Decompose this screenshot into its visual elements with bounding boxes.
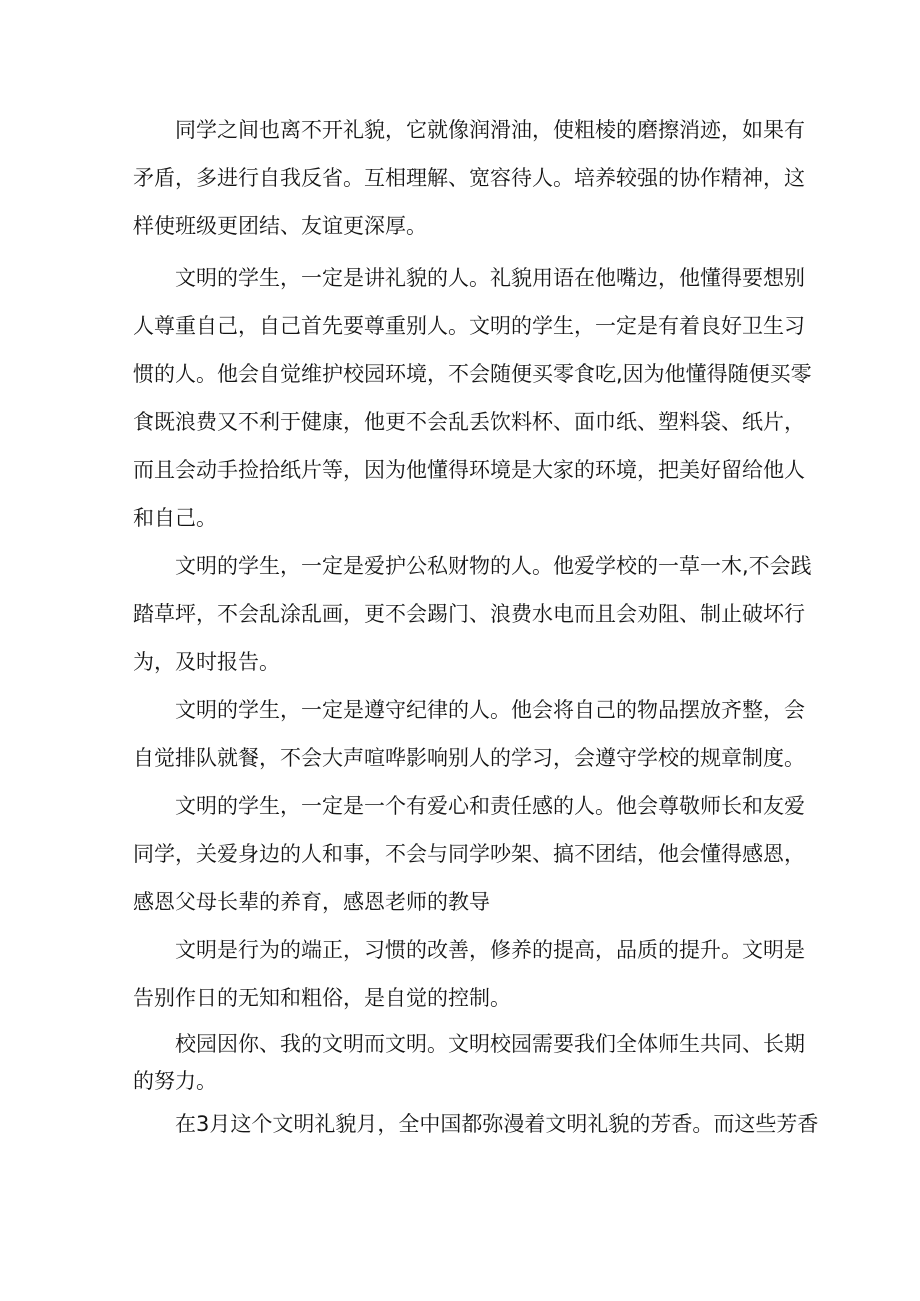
text-line: 文明的学生，一定是讲礼貌的人。礼貌用语在他嘴边，他懂得要想别 xyxy=(175,266,805,290)
paragraph-2 xyxy=(133,254,812,542)
text-line: 人尊重自己，自己首先要尊重别人。文明的学生，一定是有着良好卫生习 xyxy=(133,314,805,338)
text-line: 的努力。 xyxy=(133,1069,217,1093)
paragraph-5 xyxy=(133,782,805,926)
text-line: 为，及时报告。 xyxy=(133,650,280,674)
text-line: 而且会动手捡拾纸片等，因为他懂得环境是大家的环境，把美好留给他人 xyxy=(133,458,805,482)
paragraph-8 xyxy=(133,1100,819,1148)
text-line: 同学，关爱身边的人和事，不会与同学吵架、搞不团结，他会懂得感恩， xyxy=(133,842,805,866)
text-line: 感恩父母长辈的养育，感恩老师的教导 xyxy=(133,890,490,914)
text-line: 文明的学生，一定是一个有爱心和责任感的人。他会尊敬师长和友爱 xyxy=(175,794,805,818)
paragraph-1 xyxy=(133,106,805,250)
text-line: 样使班级更团结、友谊更深厚。 xyxy=(133,214,427,238)
text-line: 食既浪费又不利于健康，他更不会乱丢饮料杯、面巾纸、塑料袋、纸片， xyxy=(133,410,805,434)
paragraph-6 xyxy=(133,926,805,1022)
text-line: 文明的学生，一定是遵守纪律的人。他会将自己的物品摆放齐整，会 xyxy=(175,698,805,722)
text-line: 告别作日的无知和粗俗，是自觉的控制。 xyxy=(133,986,511,1010)
text-line: 矛盾，多进行自我反省。互相理解、宽容待人。培养较强的协作精神，这 xyxy=(133,166,805,190)
text-line: 自觉排队就餐，不会大声喧哗影响别人的学习，会遵守学校的规章制度。 xyxy=(133,746,805,770)
paragraph-4 xyxy=(133,686,805,782)
text-line: 踏草坪，不会乱涂乱画，更不会踢门、浪费水电而且会劝阻、制止破坏行 xyxy=(133,602,805,626)
text-line: 文明是行为的端正，习惯的改善，修养的提高，品质的提升。文明是 xyxy=(175,938,805,962)
text-line: 文明的学生，一定是爱护公私财物的人。他爱学校的一草一木,不会践 xyxy=(175,554,812,578)
text-line: 和自己。 xyxy=(133,506,217,530)
text-line: 校园因你、我的文明而文明。文明校园需要我们全体师生共同、长期 xyxy=(175,1032,805,1056)
text-line: 惯的人。他会自觉维护校园环境，不会随便买零食吃,因为他懂得随便买零 xyxy=(133,362,812,386)
paragraph-7 xyxy=(133,1020,805,1105)
text-line: 在3月这个文明礼貌月，全中国都弥漫着文明礼貌的芳香。而这些芳香 xyxy=(175,1112,819,1136)
text-line: 同学之间也离不开礼貌，它就像润滑油，使粗棱的磨擦消迹，如果有 xyxy=(175,118,805,142)
paragraph-3 xyxy=(133,542,812,686)
